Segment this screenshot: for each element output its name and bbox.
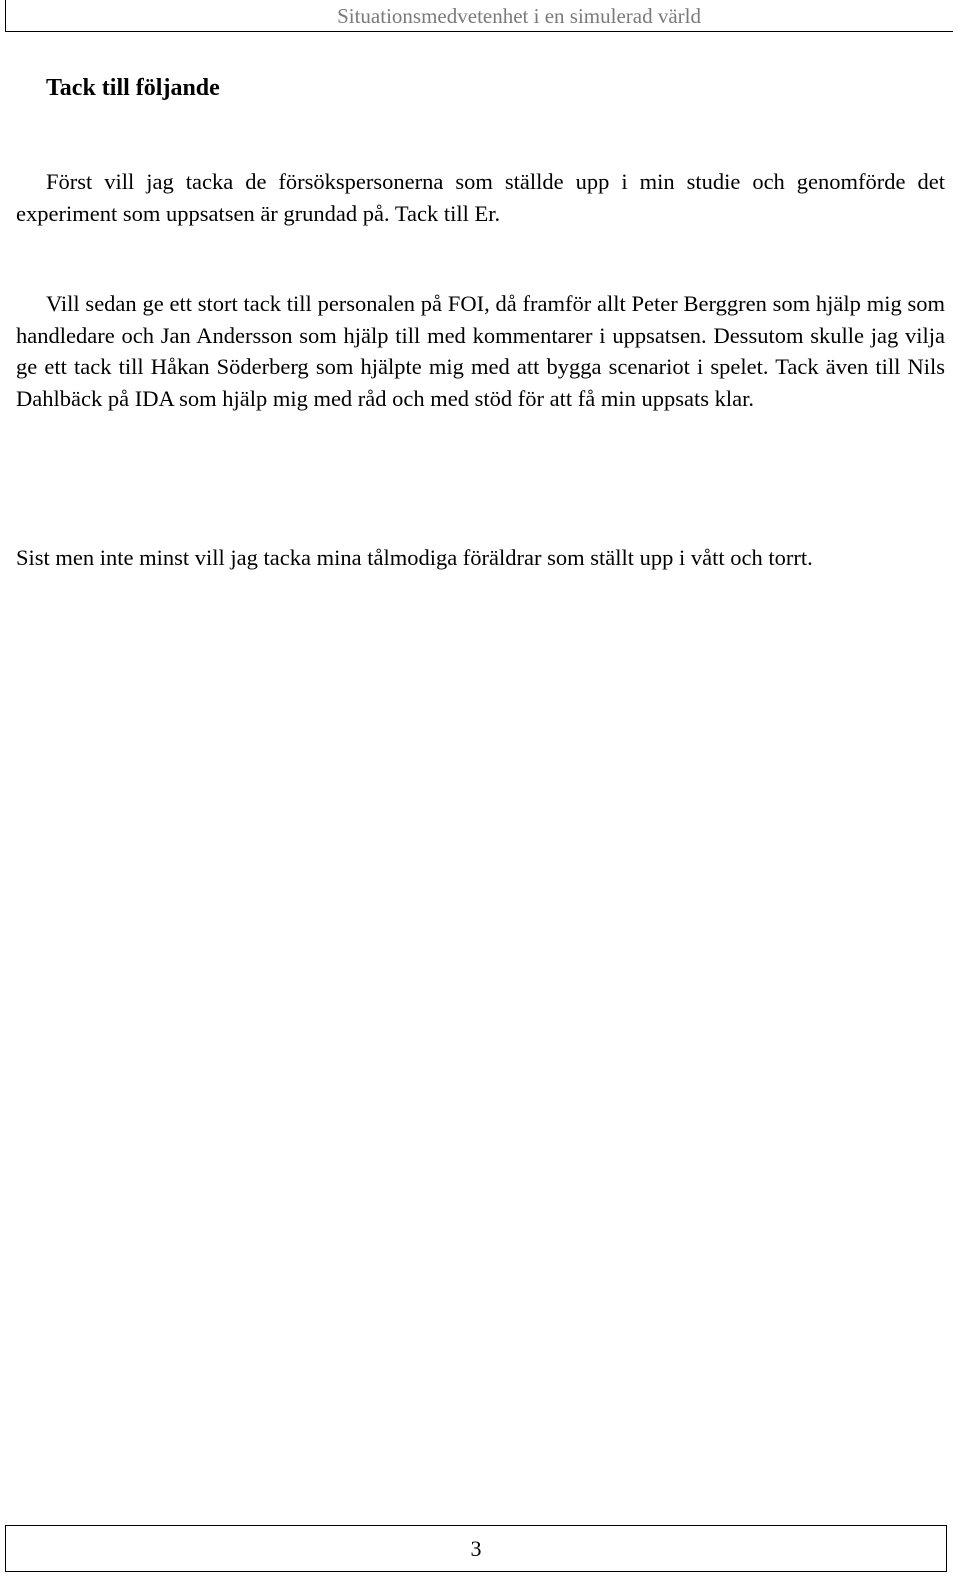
- running-title: Situationsmedvetenhet i en simulerad värld: [337, 4, 701, 28]
- page-header: [5, 0, 953, 32]
- paragraph-1: Först vill jag tacka de försökspersonerna som ställde upp i min studie och genomförde det experiment som uppsatsen är grundad på. Tack till Er.: [16, 169, 945, 226]
- paragraph-3: Sist men inte minst vill jag tacka mina tålmodiga föräldrar som ställt upp i vått och torrt.: [16, 545, 813, 570]
- page-footer: [5, 1525, 947, 1572]
- section-title: Tack till följande: [46, 75, 220, 101]
- page-number: 3: [470, 1536, 482, 1561]
- paragraph-2: Vill sedan ge ett stort tack till personalen på FOI, då framför allt Peter Berggren som hjälp mig som handledare och Jan Andersson som hjälp till med kommentarer i uppsatsen. Dessutom skulle jag vilja ge ett tack till Håkan Söderberg som hjälpte mig med att bygga scenariot i spelet. Tack även till Nils Dahlbäck på IDA som hjälp mig med råd och med stöd för att få min uppsats klar.: [16, 291, 945, 411]
